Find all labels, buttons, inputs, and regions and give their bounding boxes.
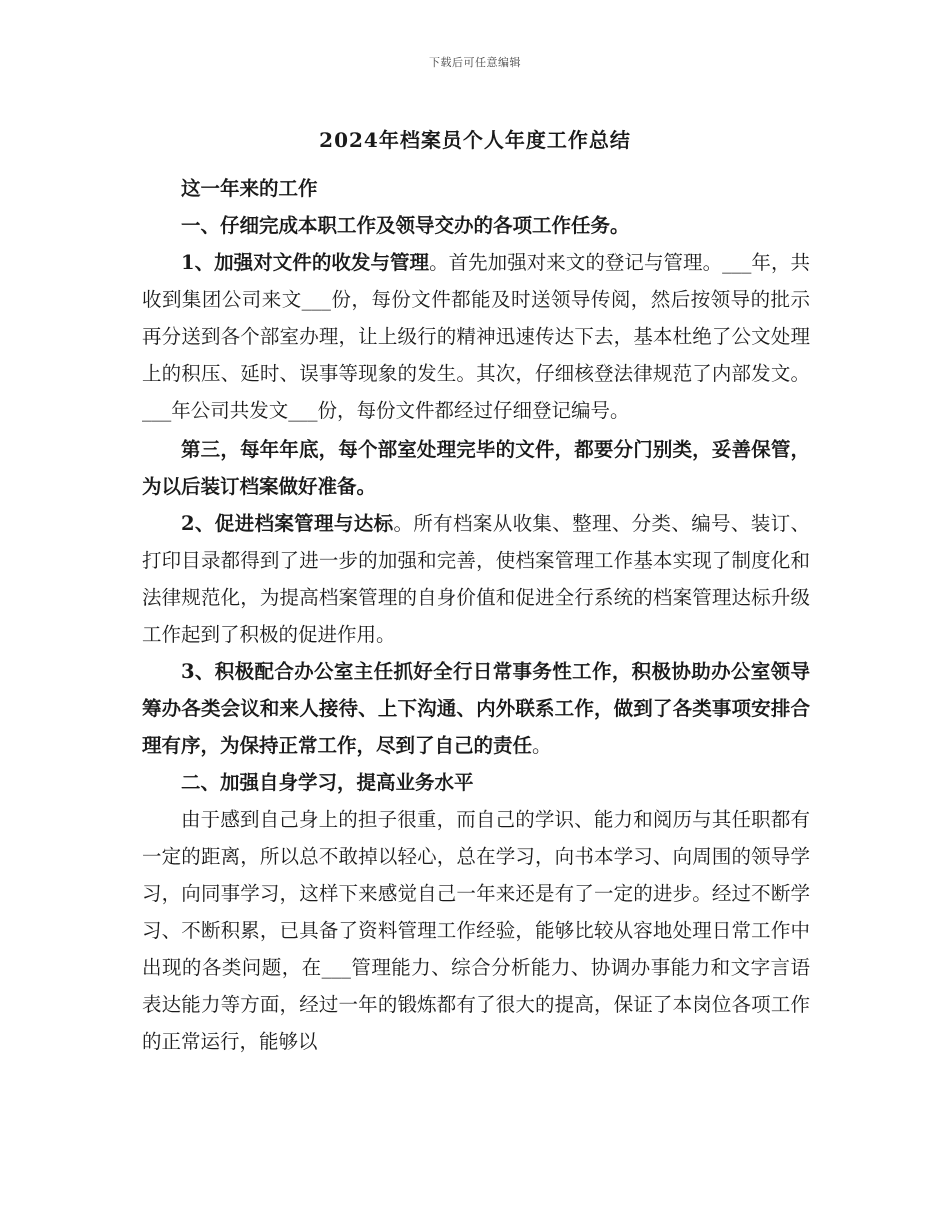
section-heading-2: 二、加强自身学习，提高业务水平 (181, 771, 474, 794)
document-body (142, 170, 810, 1060)
item-1-lead: 1、加强对文件的收发与管理 (181, 251, 430, 274)
item-3-tail: 。 (532, 734, 552, 757)
paragraph-intro: 这一年来的工作 (181, 177, 318, 200)
paragraph-study: 由于感到自己身上的担子很重，而自己的学识、能力和阅历与其任职都有一定的距离，所以总不敢掉以轻心，总在学习，向书本学习、向周围的领导学习，向同事学习，这样下来感觉自己一年来还是有了一定的进步。经过不断学习、不断积累，已具备了资料管理工作经验，能够比较从容地处理日常工作中出现的各类问题，在___管理能力、综合分析能力、协调办事能力和文字言语表达能力等方面，经过一年的锻炼都有了很大的提高，保证了本岗位各项工作的正常运行，能够以 (142, 808, 810, 1053)
item-1-body: 。首先加强对来文的登记与管理。___年，共收到集团公司来文___份，每份文件都能及时送领导传阅，然后按领导的批示再分送到各个部室办理，让上级行的精神迅速传达下去，基本杜绝了公文处理上的积压、延时、误事等现象的发生。其次，仔细核登法律规范了内部发文。___年公司共发文___份，每份文件都经过仔细登记编号。 (142, 251, 810, 422)
header-note: 下载后可任意编辑 (429, 56, 521, 69)
item-2-lead: 2、促进档案管理与达标 (181, 512, 394, 535)
paragraph-item-3 (142, 653, 810, 764)
paragraph-third: 第三，每年年底，每个部室处理完毕的文件，都要分门别类，妥善保管，为以后装订档案做好准备。 (142, 438, 810, 498)
item-2-body: 。所有档案从收集、整理、分类、编号、装订、打印目录都得到了进一步的加强和完善，使档案管理工作基本实现了制度化和法律规范化，为提高档案管理的自身价值和促进全行系统的档案管理达标升级工作起到了积极的促进作用。 (142, 512, 810, 646)
paragraph-item-1 (142, 244, 810, 429)
item-3-lead: 3、积极配合办公室主任抓好全行日常事务性工作，积极协助办公室领导筹办各类会议和来人接待、上下沟通、内外联系工作，做到了各类事项安排合理有序，为保持正常工作，尽到了自己的责任 (142, 660, 810, 757)
paragraph-item-2 (142, 505, 810, 653)
section-heading-1: 一、仔细完成本职工作及领导交办的各项工作任务。 (181, 214, 630, 237)
document-title: 2024年档案员个人年度工作总结 (319, 128, 631, 152)
